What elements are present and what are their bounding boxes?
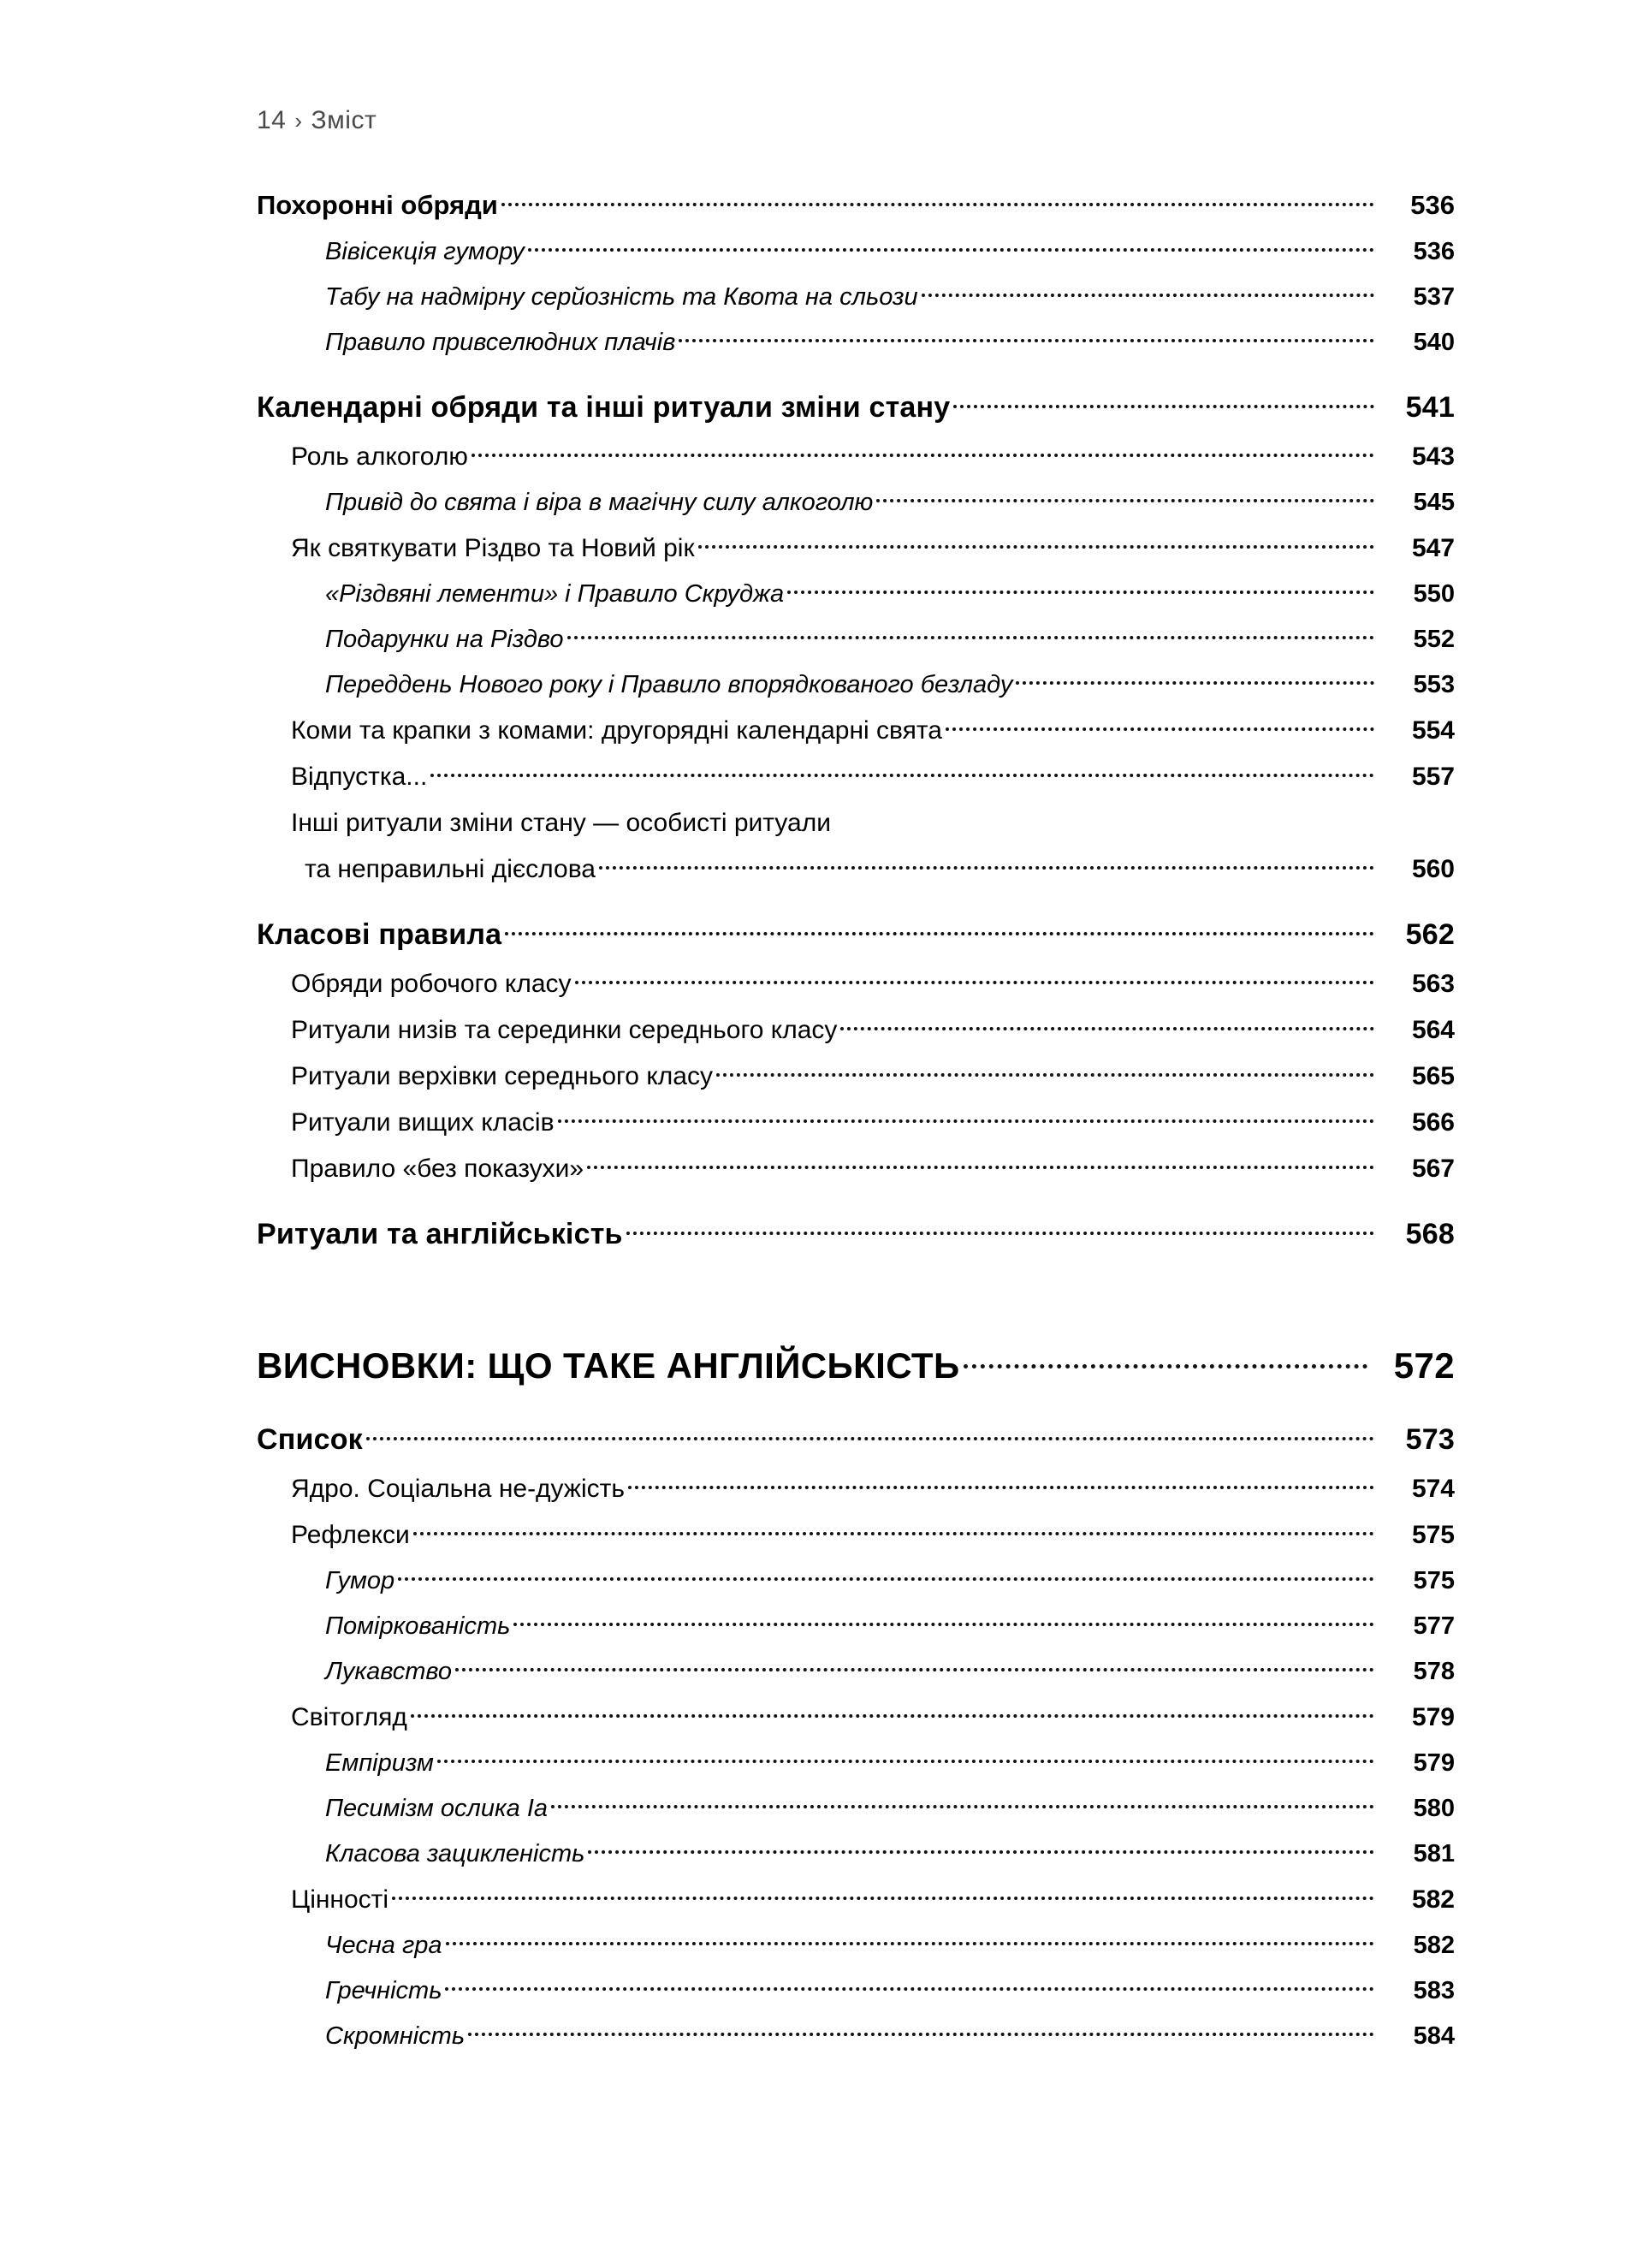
toc-entry-label: ВИСНОВКИ: ЩО ТАКЕ АНГЛІЙСЬКІСТЬ xyxy=(257,1345,960,1386)
toc-entry-page-number: 550 xyxy=(1413,580,1455,608)
toc-entry-page-number: 573 xyxy=(1405,1423,1455,1456)
toc-entry[interactable] xyxy=(257,1007,1455,1054)
toc-entry-label: Поміркованість xyxy=(325,1612,511,1640)
dot-leader xyxy=(626,1214,1374,1244)
toc-entry[interactable] xyxy=(257,1604,1455,1649)
toc-entry[interactable] xyxy=(257,1466,1455,1512)
dot-leader xyxy=(787,577,1374,602)
toc-entry-label: Чесна гра xyxy=(325,1932,442,1959)
spacer xyxy=(257,365,1455,381)
toc-entry-label: Класові правила xyxy=(257,918,502,951)
toc-entry[interactable] xyxy=(257,1741,1455,1786)
toc-entry-label: Подарунки на Різдво xyxy=(325,626,564,653)
toc-entry-label: Ритуали та англійськість xyxy=(257,1218,623,1250)
toc-entry-page-number: 564 xyxy=(1411,1016,1455,1044)
toc-entry-label: Ритуали верхівки середнього класу xyxy=(291,1062,713,1090)
toc-entry[interactable] xyxy=(257,1695,1455,1741)
dot-leader xyxy=(922,280,1374,305)
toc-entry-label: Рефлекси xyxy=(291,1521,410,1549)
toc-entry[interactable] xyxy=(257,181,1455,229)
dot-leader xyxy=(716,1059,1374,1084)
toc-entry[interactable] xyxy=(257,525,1455,572)
dot-leader xyxy=(953,388,1374,417)
toc-entry-label: Обряди робочого класу xyxy=(291,970,572,998)
toc-entry-label: Відпустка... xyxy=(291,763,428,791)
toc-entry[interactable] xyxy=(257,1512,1455,1559)
toc-entry-label: Вівісекція гумору xyxy=(325,238,525,265)
toc-entry[interactable] xyxy=(257,708,1455,754)
dot-leader xyxy=(599,852,1374,877)
toc-entry-label: Календарні обряди та інші ритуали зміни стану xyxy=(257,391,951,424)
toc-entry-page-number: 543 xyxy=(1411,442,1455,471)
toc-entry-page-number: 560 xyxy=(1411,855,1455,883)
toc-entry-label-continued: та неправильні дієслова xyxy=(305,855,596,883)
toc-entry-page-number: 579 xyxy=(1411,1703,1455,1731)
running-head-title: Зміст xyxy=(311,106,377,134)
dot-leader xyxy=(437,1746,1374,1771)
toc-entry-page-number: 572 xyxy=(1393,1345,1455,1386)
toc-entry[interactable] xyxy=(257,1923,1455,1968)
spacer xyxy=(257,1192,1455,1208)
toc-entry-page-number: 577 xyxy=(1413,1612,1455,1640)
toc-entry[interactable] xyxy=(257,961,1455,1007)
dot-leader xyxy=(558,1105,1374,1131)
dot-leader xyxy=(528,235,1374,259)
toc-entry-page-number: 536 xyxy=(1413,238,1455,265)
toc-entry-label: Табу на надмірну серйозність та Квота на сльози xyxy=(325,283,918,311)
toc-entry-page-number: 568 xyxy=(1405,1218,1455,1250)
dot-leader xyxy=(679,325,1374,350)
toc-entry-page-number: 575 xyxy=(1411,1521,1455,1549)
toc-entry[interactable] xyxy=(257,1146,1455,1192)
toc-entry[interactable] xyxy=(257,1559,1455,1604)
dot-leader xyxy=(366,1420,1374,1449)
toc-entry-label: Правило «без показухи» xyxy=(291,1155,584,1183)
toc-entry-page-number: 554 xyxy=(1411,716,1455,745)
dot-leader xyxy=(876,485,1374,510)
toc-entry[interactable] xyxy=(257,229,1455,275)
toc-entry-page-number: 578 xyxy=(1413,1658,1455,1685)
running-head-page-number: 14 xyxy=(257,106,287,134)
toc-entry-label: Скромність xyxy=(325,2022,466,2050)
dot-leader xyxy=(392,1882,1374,1908)
dot-leader xyxy=(575,966,1374,992)
toc-entry-label: Цінності xyxy=(291,1885,389,1914)
toc-entry-page-number: 580 xyxy=(1413,1795,1455,1822)
toc-entry-page-number: 541 xyxy=(1405,391,1455,424)
dot-leader xyxy=(964,1342,1367,1378)
toc-entry-page-number: 583 xyxy=(1413,1977,1455,2004)
toc-entry-page-number: 574 xyxy=(1411,1475,1455,1503)
toc-entry[interactable] xyxy=(257,1100,1455,1146)
toc-entry-page-number: 565 xyxy=(1411,1062,1455,1090)
toc-entry-label: Похоронні обряди xyxy=(257,190,498,220)
dot-leader xyxy=(567,622,1374,647)
toc-entry-page-number: 537 xyxy=(1413,283,1455,311)
dot-leader xyxy=(1016,668,1374,692)
dot-leader xyxy=(505,915,1374,944)
dot-leader xyxy=(551,1791,1374,1816)
toc-entry[interactable] xyxy=(257,908,1455,961)
toc-entry-page-number: 557 xyxy=(1411,763,1455,791)
spacer xyxy=(257,893,1455,908)
toc-entry-label: Список xyxy=(257,1423,363,1456)
toc-entry-label: Ядро. Соціальна не-дужість xyxy=(291,1475,625,1503)
dot-leader xyxy=(446,1928,1374,1953)
toc-entry-page-number: 566 xyxy=(1411,1108,1455,1137)
toc-entry-label: Переддень Нового року і Правило впорядкованого безладу xyxy=(325,671,1013,698)
toc-entry[interactable] xyxy=(257,754,1455,800)
toc-entry-label: Роль алкоголю xyxy=(291,442,468,471)
toc-entry[interactable] xyxy=(257,381,1455,434)
toc-entry-label: Як святкувати Різдво та Новий рік xyxy=(291,534,695,562)
toc-entry[interactable] xyxy=(257,1208,1455,1261)
toc-entry[interactable] xyxy=(257,1334,1455,1398)
toc-entry[interactable] xyxy=(257,1054,1455,1100)
toc-entry-page-number: 581 xyxy=(1413,1840,1455,1867)
toc-entry[interactable] xyxy=(257,2014,1455,2059)
dot-leader xyxy=(445,1974,1374,1998)
toc-entry-page-number: 536 xyxy=(1410,190,1455,220)
toc-entry-label: Класова зацикленість xyxy=(325,1840,585,1867)
table-of-contents xyxy=(257,181,1455,2059)
spacer xyxy=(257,1398,1455,1413)
toc-entry[interactable] xyxy=(257,320,1455,365)
dot-leader xyxy=(501,187,1374,214)
toc-entry-label: Правило привселюдних плачів xyxy=(325,329,676,356)
dot-leader xyxy=(587,1151,1374,1177)
toc-entry-page-number: 545 xyxy=(1413,489,1455,516)
running-head xyxy=(257,106,377,135)
toc-entry-page-number: 579 xyxy=(1413,1749,1455,1777)
dot-leader xyxy=(588,1837,1374,1861)
dot-leader xyxy=(411,1700,1374,1725)
toc-entry-label: Ритуали низів та серединки середнього класу xyxy=(291,1016,838,1044)
toc-entry[interactable] xyxy=(257,572,1455,617)
toc-entry-page-number: 582 xyxy=(1411,1885,1455,1914)
dot-leader xyxy=(513,1609,1374,1634)
toc-entry[interactable] xyxy=(257,800,1455,893)
toc-entry-label: «Різдвяні лементи» і Правило Скруджа xyxy=(325,580,785,608)
toc-entry-page-number: 552 xyxy=(1413,626,1455,653)
dot-leader xyxy=(472,439,1374,465)
toc-entry-label: Гречність xyxy=(325,1977,442,2004)
toc-entry-page-number: 562 xyxy=(1405,918,1455,951)
toc-entry-page-number: 584 xyxy=(1413,2022,1455,2050)
dot-leader xyxy=(698,531,1374,556)
toc-entry[interactable] xyxy=(257,434,1455,480)
toc-entry[interactable] xyxy=(257,1968,1455,2014)
dot-leader xyxy=(946,713,1374,739)
toc-entry[interactable] xyxy=(257,1832,1455,1877)
running-head-separator-icon: › xyxy=(294,108,303,134)
toc-entry[interactable] xyxy=(257,1786,1455,1832)
toc-entry-page-number: 540 xyxy=(1413,329,1455,356)
spacer xyxy=(257,1261,1455,1334)
toc-entry[interactable] xyxy=(257,480,1455,525)
dot-leader xyxy=(468,2019,1374,2044)
toc-entry[interactable] xyxy=(257,275,1455,320)
toc-entry-label: Гумор xyxy=(325,1567,395,1594)
toc-entry-page-number: 567 xyxy=(1411,1155,1455,1183)
toc-entry-second-line xyxy=(291,846,1455,893)
toc-entry-label: Привід до свята і віра в магічну силу алкоголю xyxy=(325,489,874,516)
toc-entry[interactable] xyxy=(257,1649,1455,1695)
dot-leader xyxy=(455,1654,1374,1679)
dot-leader xyxy=(430,759,1374,785)
toc-entry-label: Лукавство xyxy=(325,1658,452,1685)
toc-entry-page-number: 575 xyxy=(1413,1567,1455,1594)
toc-entry-page-number: 547 xyxy=(1411,534,1455,562)
toc-entry-page-number: 563 xyxy=(1411,970,1455,998)
toc-entry-page-number: 582 xyxy=(1413,1932,1455,1959)
toc-entry-label: Песимізм ослика Іа xyxy=(325,1795,549,1822)
toc-entry-label: Коми та крапки з комами: другорядні календарні свята xyxy=(291,716,942,745)
dot-leader xyxy=(398,1564,1374,1588)
dot-leader xyxy=(628,1471,1374,1497)
toc-entry[interactable] xyxy=(257,662,1455,708)
toc-entry[interactable] xyxy=(257,1413,1455,1466)
dot-leader xyxy=(840,1012,1374,1038)
toc-entry-page-number: 553 xyxy=(1413,671,1455,698)
toc-entry[interactable] xyxy=(257,617,1455,662)
toc-entry-label: Ритуали вищих класів xyxy=(291,1108,555,1137)
toc-entry-label: Світогляд xyxy=(291,1703,407,1731)
toc-entry-label: Емпіризм xyxy=(325,1749,434,1777)
toc-entry[interactable] xyxy=(257,1877,1455,1923)
dot-leader xyxy=(413,1517,1374,1543)
toc-entry-label: Інші ритуали зміни стану — особисті ритуали xyxy=(291,809,831,837)
